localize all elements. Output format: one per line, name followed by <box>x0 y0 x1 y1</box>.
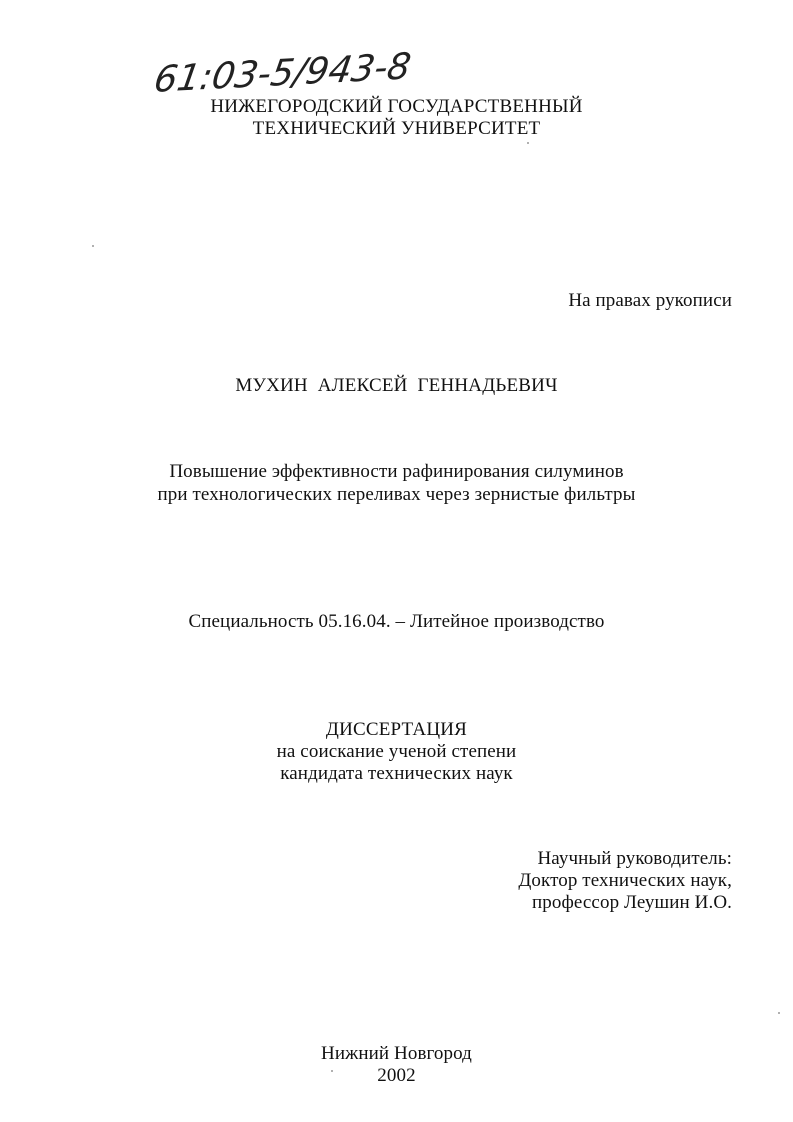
degree-line2: кандидата технических наук <box>280 763 513 784</box>
supervisor-label: Научный руководитель: <box>537 848 732 869</box>
archive-mark-text: 61:03-5/943-8 <box>151 44 414 101</box>
year: 2002 <box>377 1065 416 1086</box>
city: Нижний Новгород <box>321 1043 472 1064</box>
scan-speck <box>331 1070 333 1072</box>
thesis-title-line2: при технологических переливах через зернистые фильтры <box>157 484 636 505</box>
supervisor-degree: Доктор технических наук, <box>518 870 732 891</box>
scan-speck <box>92 245 94 247</box>
supervisor-name: профессор Леушин И.О. <box>532 892 732 913</box>
degree-line1: на соискание ученой степени <box>276 741 517 762</box>
degree-heading: ДИССЕРТАЦИЯ <box>325 719 468 740</box>
thesis-title-line1: Повышение эффективности рафинирования силуминов <box>169 461 624 482</box>
scan-speck <box>778 1012 780 1014</box>
scan-speck <box>527 142 529 144</box>
university-name-line2: ТЕХНИЧЕСКИЙ УНИВЕРСИТЕТ <box>252 118 541 139</box>
archive-mark-handwriting <box>151 44 520 104</box>
manuscript-rights: На правах рукописи <box>568 290 732 311</box>
author-name: МУХИН АЛЕКСЕЙ ГЕННАДЬЕВИЧ <box>235 375 558 396</box>
archive-mark-svg <box>151 44 520 104</box>
university-name-line1: НИЖЕГОРОДСКИЙ ГОСУДАРСТВЕННЫЙ <box>210 96 583 117</box>
specialty: Специальность 05.16.04. – Литейное производство <box>188 611 605 632</box>
